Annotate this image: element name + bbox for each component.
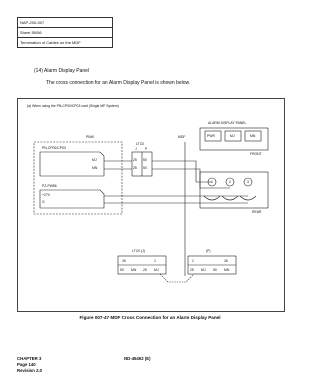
reference-nap: NAP-200-007 (18, 18, 112, 28)
left-bot-25: 25 (143, 268, 147, 272)
cp-card (40, 152, 104, 176)
footer-chapter: CHAPTER 3 (17, 356, 42, 361)
footer-docnum: ND-45492 (E) (124, 356, 151, 361)
mdf-label: MDF (178, 135, 186, 139)
right-top-1: 1 (192, 259, 194, 263)
pz-label: PZ-PW86 (42, 184, 57, 188)
right-top-26: 26 (224, 259, 228, 263)
card-mn: MN (92, 166, 98, 170)
adp-front (200, 128, 268, 150)
right-bot-mj: MJ (201, 268, 206, 272)
adp-mj: MJ (230, 134, 235, 138)
pin-mj-j: 25 (133, 158, 137, 162)
ltc-p-label: P (145, 147, 148, 151)
pin-mj-p: 50 (143, 158, 147, 162)
adp-mn: MN (250, 134, 256, 138)
term-3: 3 (247, 180, 249, 184)
right-bot-25: 25 (190, 268, 194, 272)
left-top-1: 1 (154, 259, 156, 263)
diagram-subtitle: (a) When using the PN-CP00/CP03 card (Single MP System) (27, 104, 119, 108)
left-bot-mj: MJ (154, 268, 159, 272)
adp-title: ALARM DISPLAY PANEL (208, 121, 247, 125)
pz-g: G (42, 200, 45, 204)
left-top-26: 26 (122, 259, 126, 263)
pim-label: PIM0 (86, 135, 94, 139)
right-bot-mn: MN (224, 268, 230, 272)
card-mj: MJ (92, 158, 97, 162)
section-title: (14) Alarm Display Panel (34, 68, 90, 74)
p-conn-label: (P) (206, 249, 211, 253)
reference-topic: Termination of Cables on the MDF (20, 40, 81, 45)
ltc-conn-label: LTC0 (J) (132, 249, 145, 253)
term-1: 1 (211, 180, 213, 184)
left-bot-mn: MN (131, 268, 137, 272)
front-label: FRONT (250, 152, 262, 156)
left-bot-50: 50 (120, 268, 124, 272)
footer-revision: Revision 2.0 (17, 368, 43, 373)
pz-plus: +27V (42, 193, 51, 197)
term-2: 2 (229, 180, 231, 184)
right-bot-50: 50 (213, 268, 217, 272)
section-body: The cross connection for an Alarm Display Panel is shown below. (46, 80, 191, 86)
pin-mn-p: 50 (143, 166, 147, 170)
adp-rear (200, 172, 268, 208)
adp-pwr: PWR (207, 134, 215, 138)
ltc-j-label: J (135, 147, 137, 151)
pin-mn-j: 25 (133, 166, 137, 170)
rear-label: REAR (252, 210, 262, 214)
ltc-label: LTC0 (136, 142, 145, 146)
card-label: PN-CP00/CP03 (42, 146, 66, 150)
footer-page: Page 140 (17, 362, 36, 367)
reference-sheet: Sheet 55/56 (18, 28, 112, 38)
figure-caption: Figure 007-47 MDF Cross Connection for an Alarm Display Panel (79, 315, 221, 320)
